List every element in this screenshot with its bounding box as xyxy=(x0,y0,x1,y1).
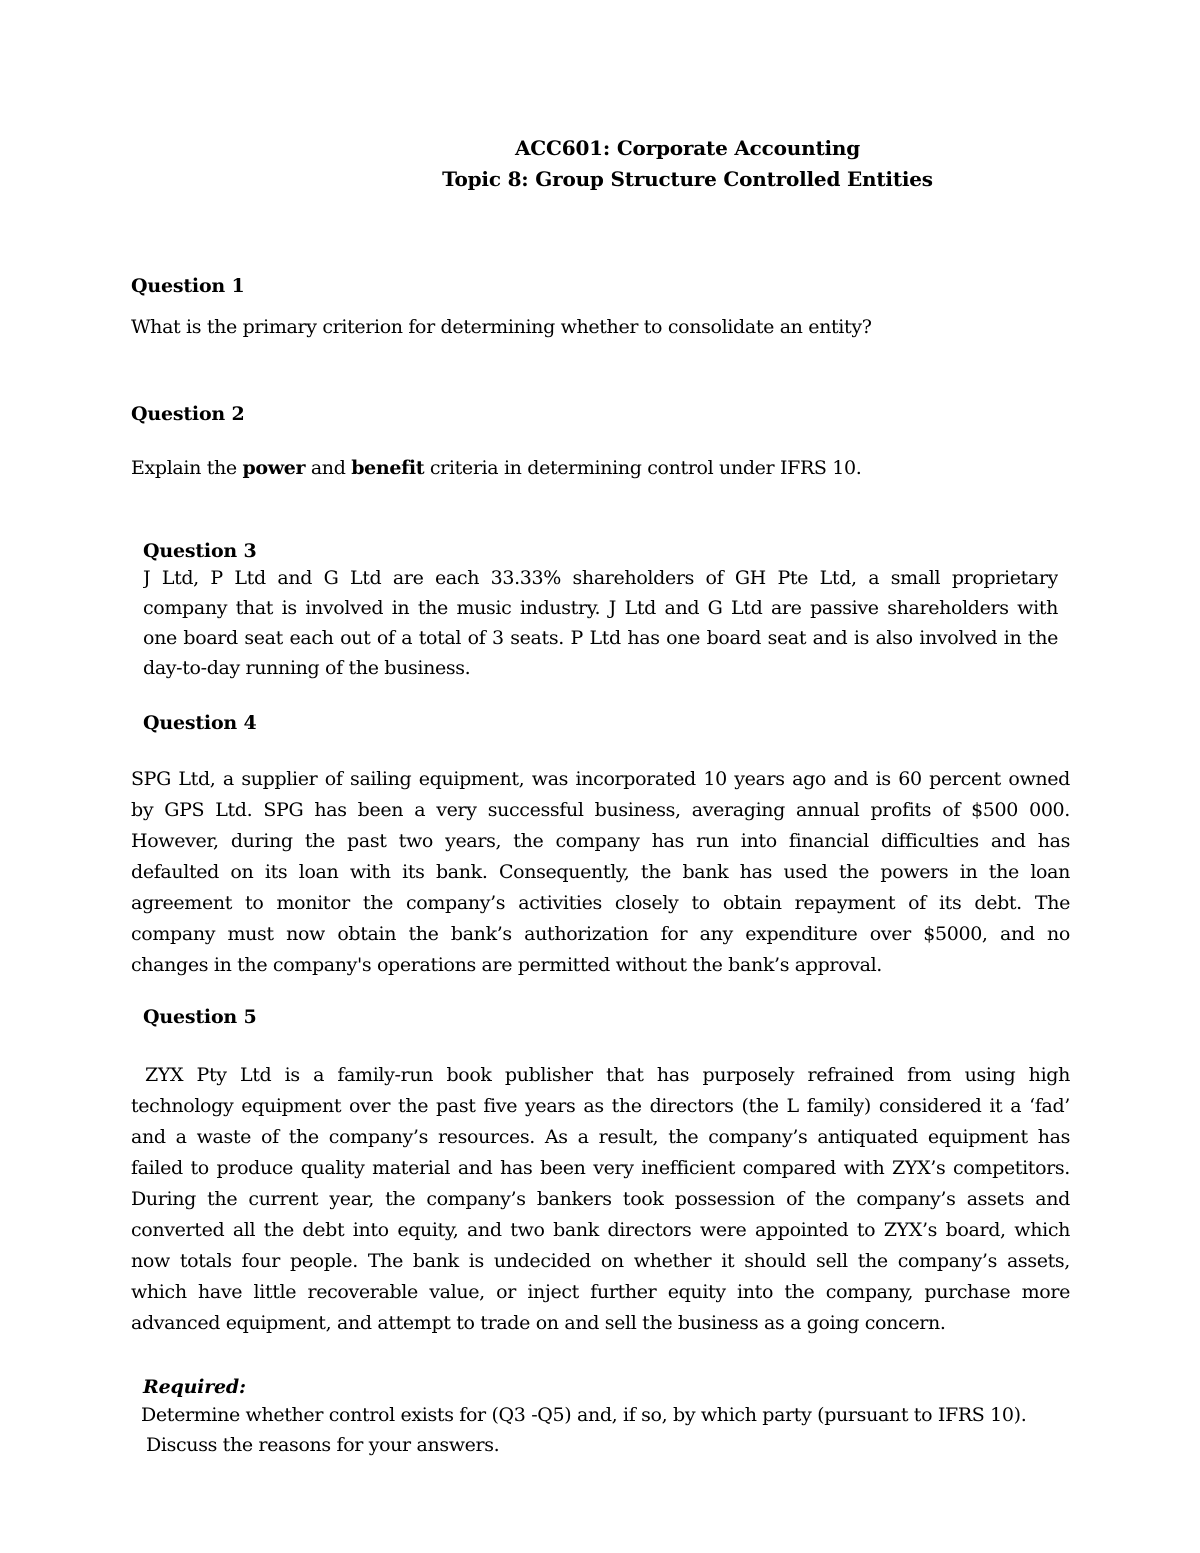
q3-line: company that is involved in the music industry. J Ltd and G Ltd are passive shareholders with xyxy=(143,597,1058,619)
question-5-heading: Question 5 xyxy=(143,1006,257,1028)
q4-line: agreement to monitor the company’s activities closely to obtain repayment of its debt. The xyxy=(131,892,1070,914)
q4-line: company must now obtain the bank’s authorization for any expenditure over $5000, and no xyxy=(131,923,1070,945)
question-2-text xyxy=(131,457,861,479)
q5-line: which have little recoverable value, or inject further equity into the company, purchase more xyxy=(131,1281,1070,1303)
question-1-heading: Question 1 xyxy=(131,275,245,297)
q2-text-after: criteria in determining control under IFRS 10. xyxy=(424,457,862,479)
q5-line: advanced equipment, and attempt to trade on and sell the business as a going concern. xyxy=(131,1312,946,1334)
q5-line: During the current year, the company’s bankers took possession of the company’s assets and xyxy=(131,1188,1070,1210)
q5-line: failed to produce quality material and has been very inefficient compared with ZYX’s competitors. xyxy=(131,1157,1070,1179)
question-1-text: What is the primary criterion for determining whether to consolidate an entity? xyxy=(131,316,872,338)
course-title: ACC601: Corporate Accounting xyxy=(514,136,861,160)
required-line-2: Discuss the reasons for your answers. xyxy=(146,1434,500,1456)
q4-line: defaulted on its loan with its bank. Consequently, the bank has used the powers in the loan xyxy=(131,861,1070,883)
q2-text-mid: and xyxy=(305,457,352,479)
required-heading: Required: xyxy=(143,1376,246,1398)
q2-benefit-term: benefit xyxy=(351,457,425,479)
q4-line: However, during the past two years, the company has run into financial difficulties and has xyxy=(131,830,1070,852)
q3-line: day-to-day running of the business. xyxy=(143,657,471,679)
q5-line: and a waste of the company’s resources. As a result, the company’s antiquated equipment has xyxy=(131,1126,1070,1148)
q4-line: SPG Ltd, a supplier of sailing equipment, was incorporated 10 years ago and is 60 percent owned xyxy=(131,768,1070,790)
q5-line: technology equipment over the past five years as the directors (the L family) considered it a ‘fad’ xyxy=(131,1095,1070,1117)
question-4-heading: Question 4 xyxy=(143,712,257,734)
question-3-heading: Question 3 xyxy=(143,540,257,562)
q2-text-before: Explain the xyxy=(131,457,243,479)
required-line-1: Determine whether control exists for (Q3 -Q5) and, if so, by which party (pursuant to IFRS 10). xyxy=(141,1404,1027,1426)
question-2-heading: Question 2 xyxy=(131,403,245,425)
q2-power-term: power xyxy=(242,457,306,479)
q5-line: now totals four people. The bank is undecided on whether it should sell the company’s assets, xyxy=(131,1250,1070,1272)
q3-line: J Ltd, P Ltd and G Ltd are each 33.33% shareholders of GH Pte Ltd, a small proprietary xyxy=(143,567,1058,589)
q4-line: by GPS Ltd. SPG has been a very successful business, averaging annual profits of $500 000. xyxy=(131,799,1070,821)
q3-line: one board seat each out of a total of 3 seats. P Ltd has one board seat and is also involved in the xyxy=(143,627,1058,649)
q5-line: converted all the debt into equity, and two bank directors were appointed to ZYX’s board, which xyxy=(131,1219,1070,1241)
q4-line: changes in the company's operations are permitted without the bank’s approval. xyxy=(131,954,882,976)
q5-line: ZYX Pty Ltd is a family-run book publisher that has purposely refrained from using high xyxy=(145,1064,1070,1086)
topic-title: Topic 8: Group Structure Controlled Entities xyxy=(442,167,933,191)
